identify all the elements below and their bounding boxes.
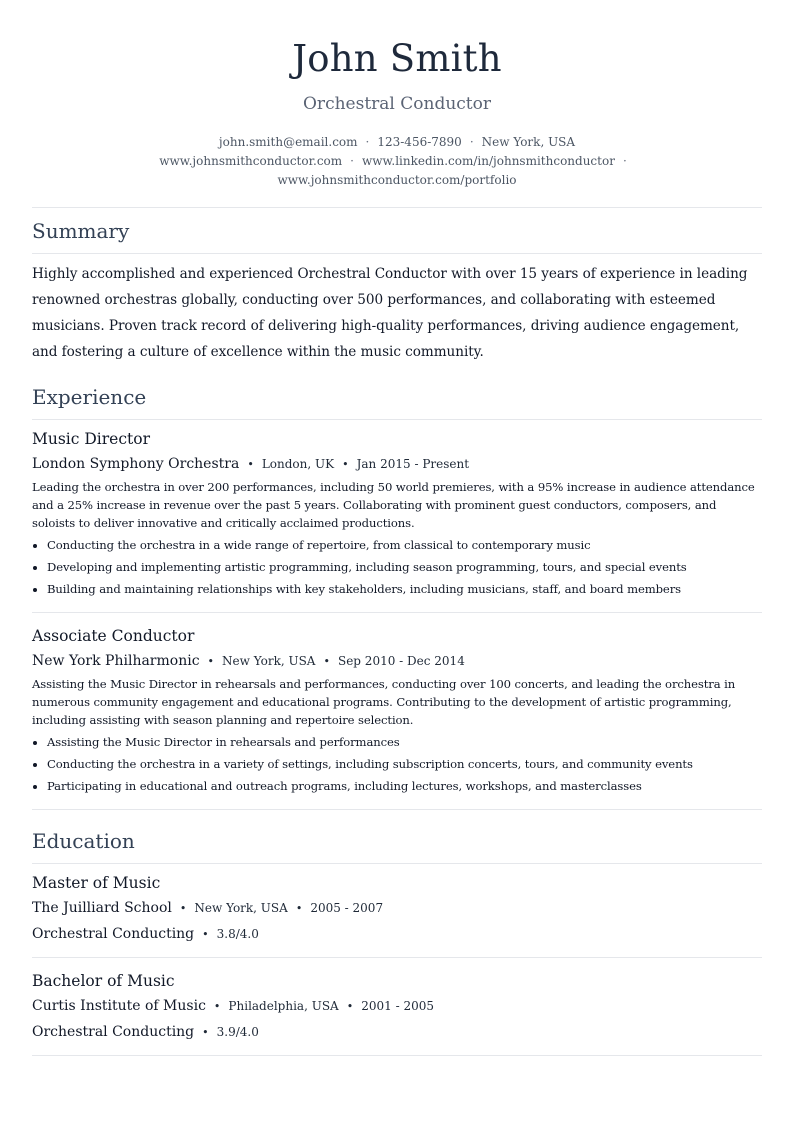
- school-dates: 2005 - 2007: [310, 901, 384, 915]
- experience-entry: [32, 626, 762, 797]
- job-dates: Sep 2010 - Dec 2014: [337, 654, 465, 668]
- school-location: Philadelphia, USA: [228, 999, 339, 1013]
- school-name: The Juilliard School: [32, 900, 172, 916]
- contact-line-3: [32, 171, 762, 190]
- separator: ·: [350, 154, 354, 168]
- bullet-separator: •: [202, 1026, 209, 1039]
- job-meta: [32, 455, 762, 474]
- divider: [32, 957, 762, 958]
- candidate-role: Orchestral Conductor: [303, 94, 491, 114]
- list-item: Participating in educational and outreach programs, including lectures, workshops, and masterclasses: [32, 775, 762, 797]
- job-bullets: [32, 534, 762, 600]
- field-meta: [32, 925, 762, 944]
- website-link[interactable]: www.johnsmithconductor.com: [159, 154, 343, 168]
- school-location: New York, USA: [194, 901, 288, 915]
- location-text: New York, USA: [481, 135, 576, 149]
- separator: ·: [469, 135, 474, 149]
- separator: ·: [365, 135, 370, 149]
- divider: [32, 809, 762, 810]
- summary-text: Highly accomplished and experienced Orchestral Conductor with over 15 years of experience in leading renowned orchestras globally, conducting over 500 performances, and collaborating with esteemed musicians. Proven track record of delivering high-quality performances, driving audience engagement, and fostering a culture of excellence within the music community.: [32, 266, 748, 360]
- separator: ·: [622, 154, 627, 168]
- job-location: London, UK: [261, 457, 335, 471]
- candidate-name: John Smith: [292, 37, 502, 80]
- degree-title: Master of Music: [32, 874, 161, 892]
- bullet-separator: •: [323, 655, 330, 668]
- bullet-separator: •: [247, 458, 254, 471]
- education-entry: [32, 971, 762, 1042]
- contact-line-2: [32, 152, 762, 171]
- bullet-separator: •: [342, 458, 349, 471]
- resume-page: [32, 0, 762, 1040]
- divider: [32, 419, 762, 420]
- experience-entry: [32, 429, 762, 600]
- bullet-separator: •: [346, 1000, 354, 1013]
- experience-heading: Experience: [32, 385, 147, 409]
- bullet-separator: •: [202, 928, 209, 941]
- email-link[interactable]: john.smith@email.com: [218, 135, 358, 149]
- list-item: Conducting the orchestra in a wide range of repertoire, from classical to contemporary music: [32, 534, 762, 556]
- job-title: Associate Conductor: [32, 627, 195, 645]
- job-meta: [32, 652, 762, 671]
- organization: London Symphony Orchestra: [32, 456, 240, 472]
- job-location: New York, USA: [222, 654, 316, 668]
- list-item: Building and maintaining relationships with key stakeholders, including musicians, staff, and board members: [32, 578, 762, 600]
- portfolio-link[interactable]: www.johnsmithconductor.com/portfolio: [277, 173, 517, 187]
- school-name: Curtis Institute of Music: [32, 998, 206, 1014]
- list-item: Assisting the Music Director in rehearsals and performances: [32, 731, 762, 753]
- job-bullets: [32, 731, 762, 797]
- job-description: Assisting the Music Director in rehearsals and performances, conducting over 100 concerts, and leading the orchestra in numerous community engagement and educational programs. Contributing to the development of artistic programming, including assisting with season planning and repertoire selection.: [32, 677, 736, 727]
- bullet-separator: •: [213, 1000, 221, 1013]
- education-heading: Education: [32, 829, 135, 853]
- contact-line-1: [32, 133, 762, 152]
- education-entry: [32, 873, 762, 944]
- bullet-separator: •: [295, 902, 303, 915]
- contact-info: [32, 133, 762, 190]
- list-item: Developing and implementing artistic programming, including season programming, tours, and special events: [32, 556, 762, 578]
- field-of-study: Orchestral Conducting: [32, 926, 195, 942]
- job-description: Leading the orchestra in over 200 performances, including 50 world premieres, with a 95% increase in audience attendance and a 25% increase in revenue over the past 5 years. Collaborating with prominent guest conductors, composers, and soloists to deliver innovative and critically acclaimed productions.: [32, 480, 755, 530]
- bullet-separator: •: [207, 655, 215, 668]
- school-meta: [32, 997, 762, 1016]
- job-title: Music Director: [32, 430, 150, 448]
- list-item: Conducting the orchestra in a variety of settings, including subscription concerts, tours, and community events: [32, 753, 762, 775]
- job-dates: Jan 2015 - Present: [356, 457, 470, 471]
- divider: [32, 863, 762, 864]
- organization: New York Philharmonic: [32, 653, 200, 669]
- linkedin-link[interactable]: www.linkedin.com/in/johnsmithconductor: [362, 154, 615, 168]
- divider: [32, 207, 762, 208]
- school-meta: [32, 899, 762, 918]
- divider: [32, 612, 762, 613]
- resume-header: [32, 37, 762, 190]
- gpa: 3.9/4.0: [216, 1025, 259, 1039]
- field-meta: [32, 1023, 762, 1042]
- degree-title: Bachelor of Music: [32, 972, 175, 990]
- bullet-separator: •: [179, 902, 187, 915]
- gpa: 3.8/4.0: [216, 927, 259, 941]
- divider: [32, 253, 762, 254]
- phone-text: 123-456-7890: [377, 135, 462, 149]
- divider: [32, 1055, 762, 1056]
- summary-heading: Summary: [32, 219, 130, 243]
- school-dates: 2001 - 2005: [361, 999, 434, 1013]
- field-of-study: Orchestral Conducting: [32, 1024, 195, 1040]
